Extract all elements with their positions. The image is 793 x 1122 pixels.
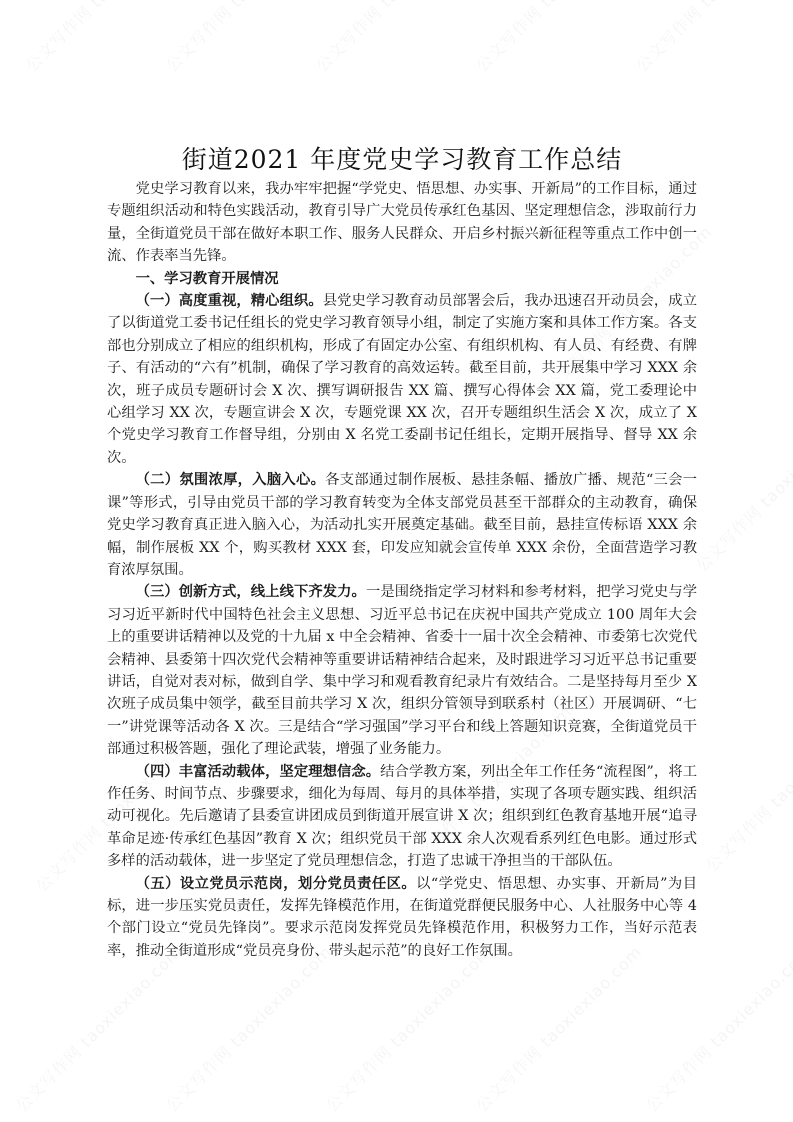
paragraph-4 bbox=[107, 761, 697, 873]
watermark-text bbox=[20, 0, 196, 76]
paragraph-body: 一是围绕指定学习材料和参考材料，把学习党史与学习习近平新时代中国特色社会主义思想、习近平总书记在庆祝中国共产党成立 100 周年大会上的重要讲话精神以及党的十九届 x 中全会精神、省委十一届十次全会精神、市委第七次党代会精神、县委第十四次党代会精神等重要讲话精神结合起来，及时跟进学习习近平总书记重要讲话，自觉对表对标，做到自学、集中学习和观看教育纪录片有效结合。二是坚持每月至少 X 次班子成员集中领学，截至目前共学习 X 次，组织分管领导到联系村（社区）开展调研、“七一”讲党课等活动各 X 次。三是结合“学习强国”学习平台和线上答题知识竞赛，全街道党员干部通过积极答题，强化了理论武装，增强了业务能力。 bbox=[107, 584, 698, 758]
paragraph-5 bbox=[107, 873, 697, 963]
paragraph-body: 各支部通过制作展板、悬挂条幅、播放广播、规范“三会一课”等形式，引导由党员干部的学习教育转变为全体支部党员甚至干部群众的主动教育，确保党史学习教育真正进入脑入心，为活动扎实开展奠定基础。截至目前，悬挂宣传标语 XXX 余幅，制作展板 XX 个，购买教材 XXX 套，印发应知就会宣传单 XXX 余份，全面营造学习教育浓厚氛围。 bbox=[107, 472, 697, 578]
paragraph-lead: （二）氛围浓厚，入脑入心。 bbox=[135, 472, 326, 489]
paragraph-lead: （一）高度重视，精心组织。 bbox=[135, 293, 323, 310]
document-page bbox=[107, 143, 697, 962]
paragraph-lead: （五）设立党员示范岗，划分党员责任区。 bbox=[135, 875, 417, 892]
intro-paragraph: 党史学习教育以来，我办牢牢把握“学党史、悟思想、办实事、开新局”的工作目标，通过专题组织活动和特色实践活动，教育引导广大党员传承红色基因、坚定理想信念，涉取前行力量，全街道党员干部在做好本职工作、服务人民群众、开启乡村振兴新征程等重点工作中创一流、作表率当先锋。 bbox=[107, 181, 697, 265]
watermark-text bbox=[160, 0, 336, 76]
paragraph-body: 以“学党史、悟思想、办实事、开新局”为目标，进一步压实党员责任，发挥先锋模范作用，在街道党群便民服务中心、人社服务中心等 4 个部门设立“党员先锋岗”。要求示范岗发挥党员先锋模范作用，积极努力工作，当好示范表率，推动全街道形成“党员亮身份、带头起示范”的良好工作氛围。 bbox=[107, 875, 697, 959]
document-title: 街道2021 年度党史学习教育工作总结 bbox=[181, 145, 623, 174]
watermark-text bbox=[470, 940, 646, 1116]
paragraph-body: 结合学教方案，列出全年工作任务“流程图”，将工作任务、时间节点、步骤要求，细化为每周、每月的具体举措，实现了各项专题实践、组织活动可视化。先后邀请了县委宣讲团成员到街道开展宣讲 X 次；组织到红色教育基地开展“追寻革命足迹·传承红色基因”教育 X 次；组织党员干部 XXX 余人次观看系列红色电影。通过形式多样的活动载体，进一步坚定了党员理想信念，打造了忠诚干净担当的干部队伍。 bbox=[107, 763, 697, 870]
paragraph-2 bbox=[107, 469, 697, 581]
paragraph-3 bbox=[107, 581, 697, 760]
watermark-text bbox=[320, 940, 496, 1116]
watermark-text bbox=[630, 0, 793, 76]
paragraph-lead: （三）创新方式，线上线下齐发力。 bbox=[135, 584, 366, 601]
watermark-text bbox=[470, 0, 646, 76]
paragraph-1 bbox=[107, 290, 697, 469]
watermark-text bbox=[690, 400, 793, 576]
watermark-text bbox=[160, 940, 336, 1116]
section-heading: 一、学习教育开展情况 bbox=[135, 270, 279, 287]
paragraph-lead: （四）丰富活动载体，坚定理想信念。 bbox=[135, 763, 381, 780]
watermark-text bbox=[310, 0, 486, 76]
watermark-text bbox=[700, 700, 793, 876]
watermark-text bbox=[640, 940, 793, 1116]
watermark-text bbox=[10, 940, 186, 1116]
paragraph-body: 县党史学习教育动员部署会后，我办迅速召开动员会，成立了以街道党工委书记任组长的党史学习教育领导小组，制定了实施方案和具体工作方案。各支部也分别成立了相应的组织机构，形成了有固定办公室、有组织机构、有人员、有经费、有牌子、有活动的“六有”机制，确保了学习教育的高效运转。截至目前，共开展集中学习 XXX 余次，班子成员专题研讨会 X 次、撰写调研报告 XX 篇、撰写心得体会 XX 篇，党工委理论中心组学习 XX 次，专题宣讲会 X 次，专题党课 XX 次，召开专题组织生活会 X 次，成立了 X 个党史学习教育工作督导组，分别由 X 名党工委副书记任组长，定期开展指导、督导 XX 余次。 bbox=[107, 293, 698, 466]
